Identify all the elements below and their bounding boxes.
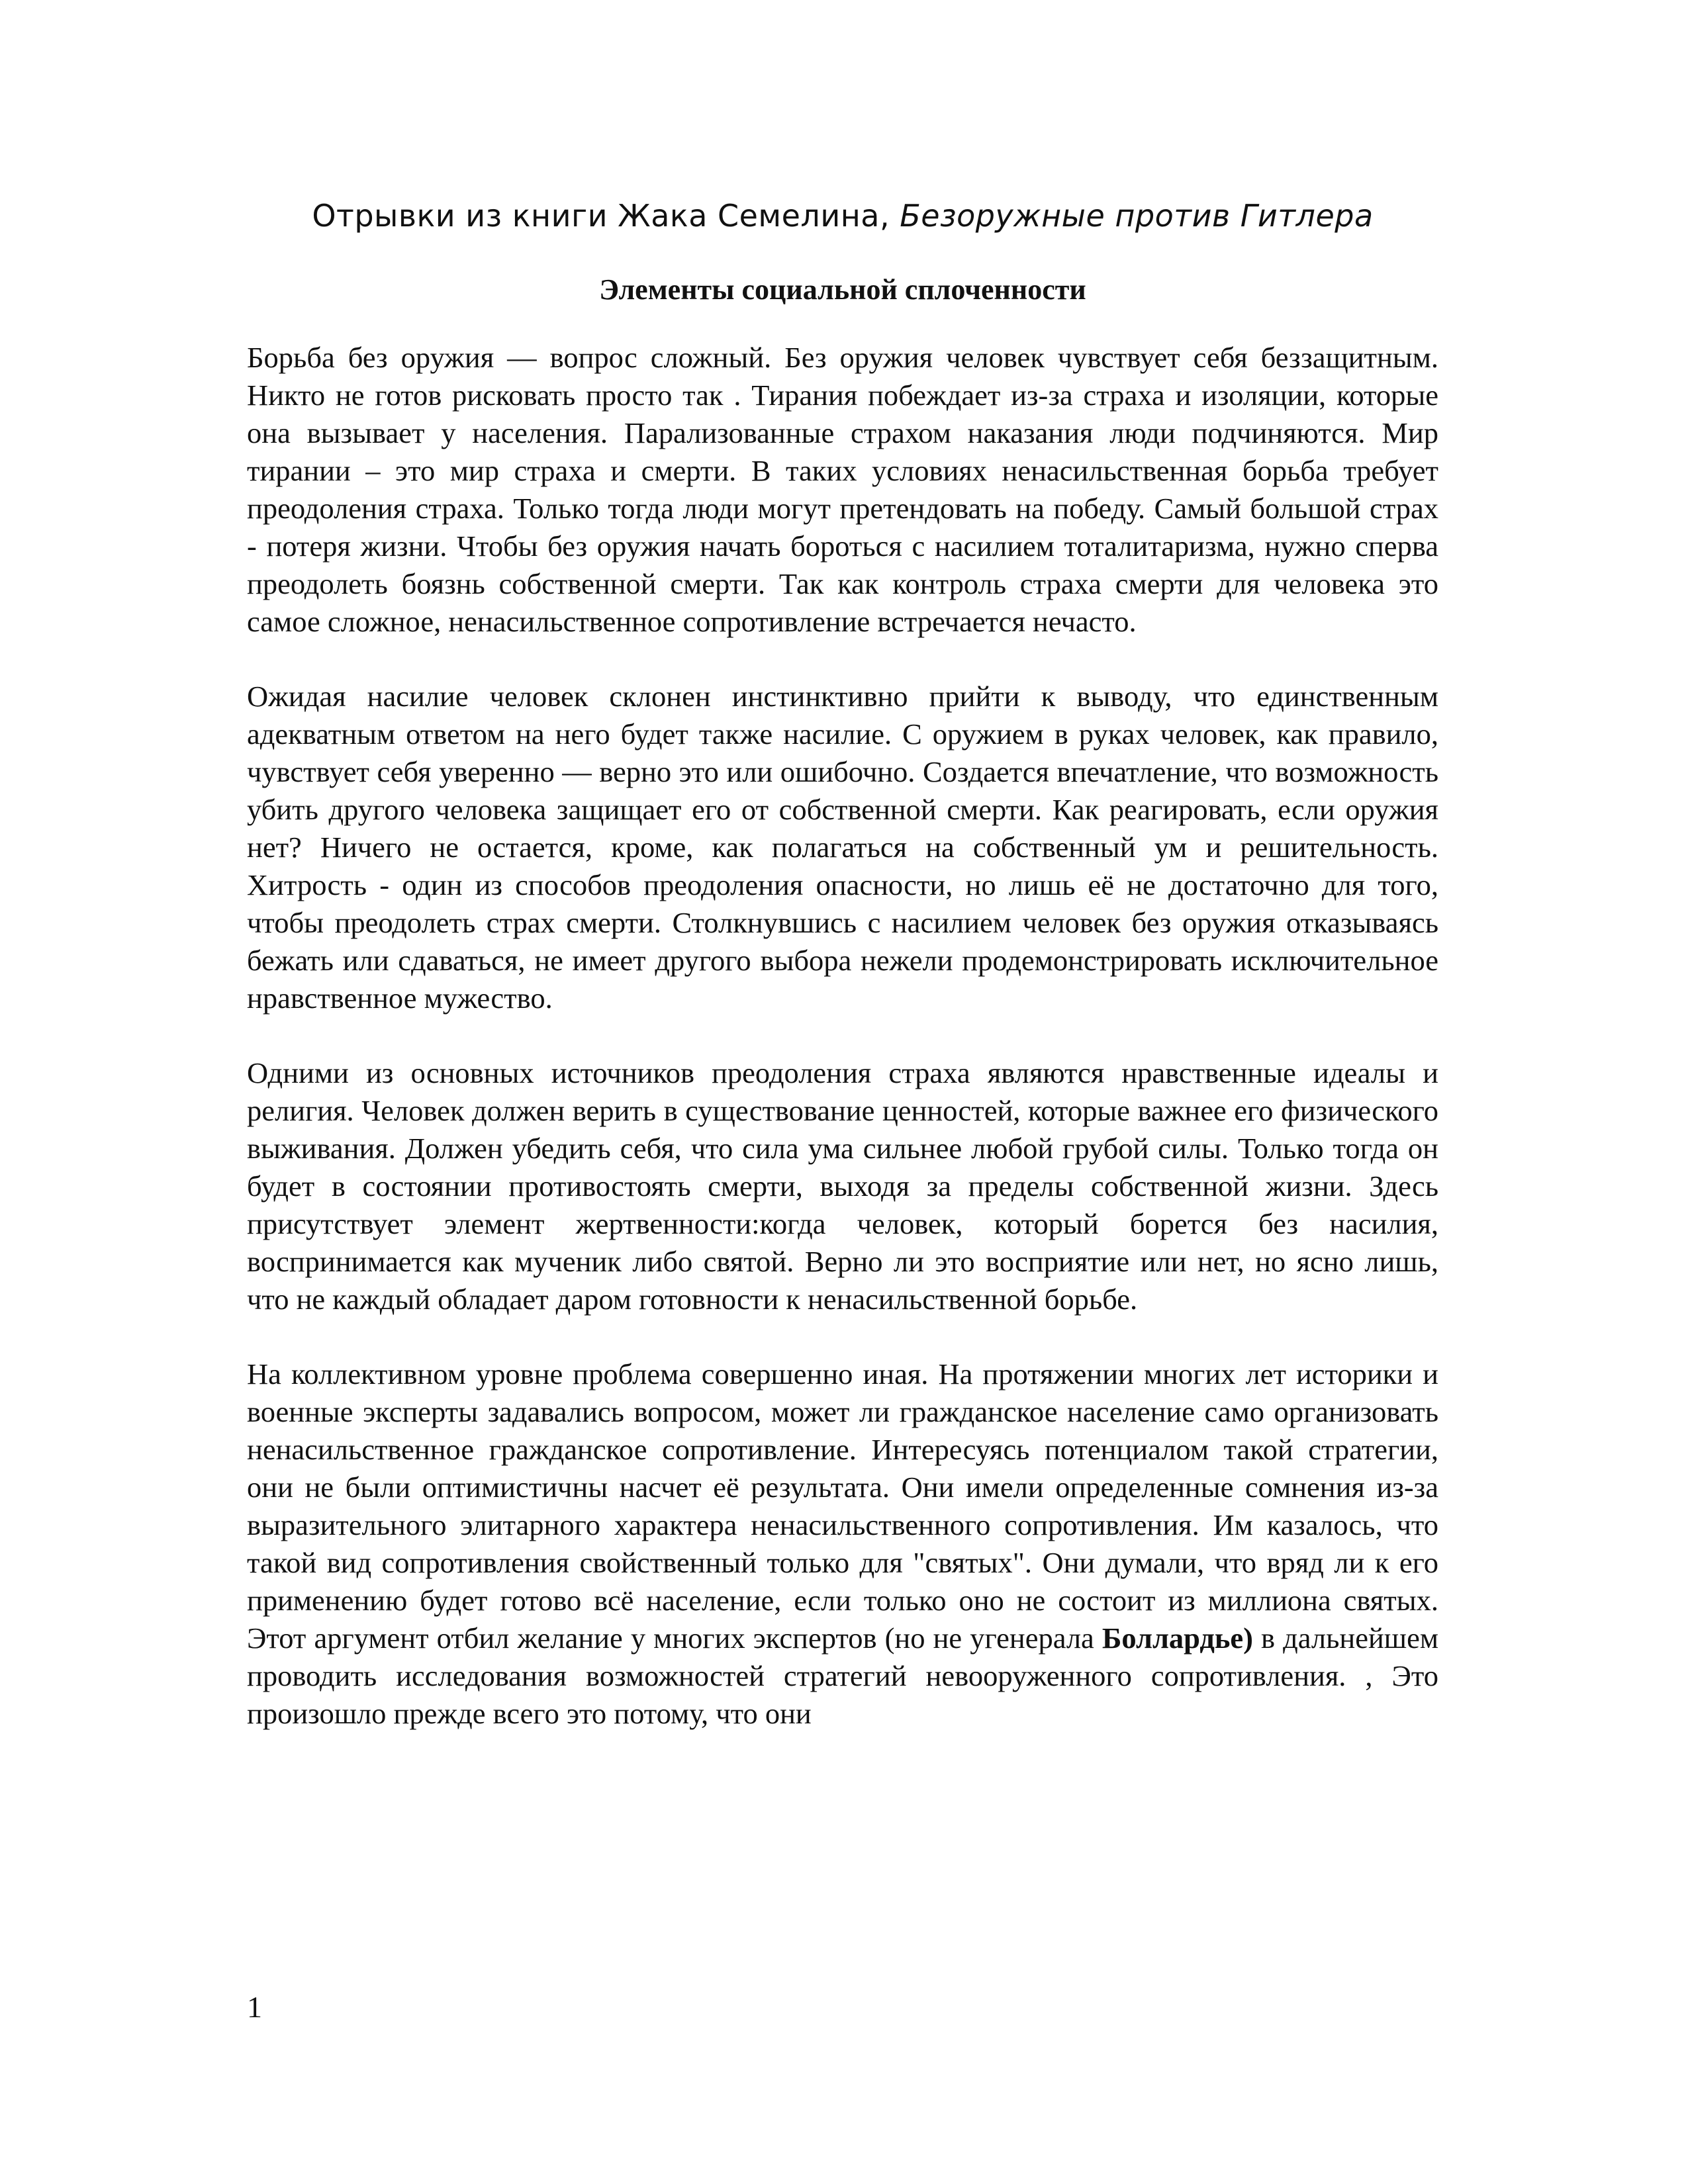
document-title-book: Безоружные против Гитлера bbox=[900, 198, 1374, 234]
paragraph-4-bold-name: Боллардье) bbox=[1102, 1621, 1253, 1655]
section-heading: Элементы социальной сплоченности bbox=[599, 273, 1086, 306]
paragraph-2: Ожидая насилие человек склонен инстинктивно прийти к выводу, что единственным адекватным ответом на него будет также насилие. С оружием в руках человек, как правило, чувствует себя уверенно — верно это или ошибочно. Создается впечатление, что возможность убить другого человека защищает его от собственной смерти. Как реагировать, если оружия нет? Ничего не остается, кроме, как полагаться на собственный ум и решительность. Хитрость - один из способов преодоления опасности, но лишь её не достаточно для того, чтобы преодолеть страх смерти. Столкнувшись с насилием человек без оружия отказываясь бежать или сдаваться, не имеет другого выбора нежели продемонстрировать исключительное нравственное мужество. bbox=[247, 680, 1438, 1015]
paragraph-4-text-end: в дальнейшем проводить исследования возможностей стратегий невооруженного сопротивления. , Это произошло прежде всего это потому, что они bbox=[247, 1621, 1438, 1730]
document-page bbox=[247, 192, 1438, 1770]
paragraph-4-text-start: На коллективном уровне проблема совершенно иная. На протяжении многих лет историки и военные эксперты задавались вопросом, может ли гражданское население само организовать ненасильственное гражданское сопротивление. Интересуясь потенциалом такой стратегии, они не были оптимистичны насчет её результата. Они имели определенные сомнения из-за выразительного элитарного характера ненасильственного сопротивления. Им казалось, что такой вид сопротивления свойственный только для "святых". Они думали, что вряд ли к его применению будет готово всё население, если только оно не состоит из миллиона святых. Этот аргумент отбил желание у многих экспертов (но не угенерала bbox=[247, 1357, 1438, 1655]
document-title-prefix: Отрывки из книги Жака Семелина, bbox=[312, 198, 900, 234]
paragraph-3: Одними из основных источников преодоления страха являются нравственные идеалы и религия. Человек должен верить в существование ценностей, которые важнее его физического выживания. Должен убедить себя, что сила ума сильнее любой грубой силы. Только тогда он будет в состоянии противостоять смерти, выходя за пределы собственной жизни. Здесь присутствует элемент жертвенности:когда человек, который борется без насилия, воспринимается как мученик либо святой. Верно ли это восприятие или нет, но ясно лишь, что не каждый обладает даром готовности к ненасильственной борьбе. bbox=[247, 1056, 1438, 1316]
paragraph-4 bbox=[247, 1355, 1438, 1733]
page-number: 1 bbox=[247, 1990, 262, 2024]
document-title bbox=[247, 192, 1438, 240]
paragraph-1: Борьба без оружия — вопрос сложный. Без оружия человек чувствует себя беззащитным. Никто не готов рисковать просто так . Тирания побеждает из-за страха и изоляции, которые она вызывает у населения. Парализованные страхом наказания люди подчиняются. Мир тирании – это мир страха и смерти. В таких условиях ненасильственная борьба требует преодоления страха. Только тогда люди могут претендовать на победу. Самый большой страх - потеря жизни. Чтобы без оружия начать бороться с насилием тоталитаризма, нужно сперва преодолеть боязнь собственной смерти. Так как контроль страха смерти для человека это самое сложное, ненасильственное сопротивление встречается нечасто. bbox=[247, 341, 1438, 638]
